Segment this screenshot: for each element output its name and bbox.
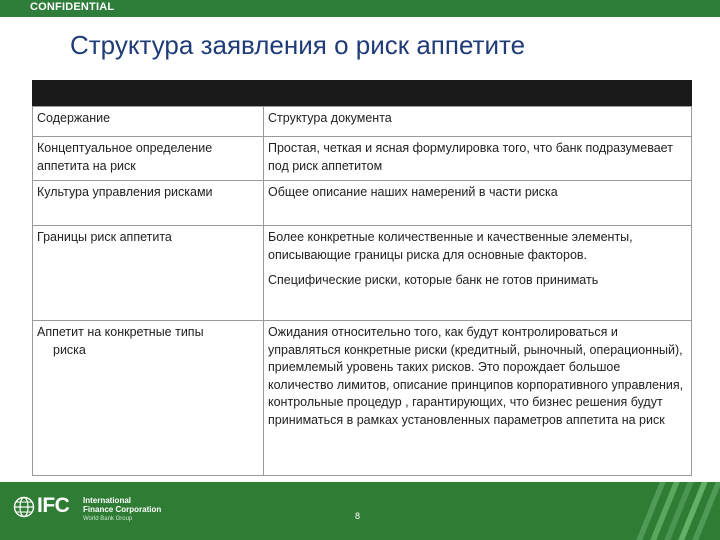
ifc-logo-text: IFC: [37, 494, 70, 517]
table-row: [33, 107, 692, 137]
org-subline: World Bank Group: [83, 516, 133, 522]
organization-name: [83, 497, 161, 524]
table-cell-right: [264, 226, 692, 321]
table-row: [33, 137, 692, 181]
globe-icon: [13, 496, 35, 518]
table-cell-left: Содержание: [33, 107, 264, 137]
cell-paragraph: Специфические риски, которые банк не готов принимать: [268, 273, 599, 287]
table-cell-left: Концептуальное определение аппетита на риск: [33, 137, 264, 181]
table-cell-right: Ожидания относительно того, как будут контролироваться и управляться конкретные риски (кредитный, рыночный, операционный), приемлемый уровень таких рисков. Это порождает большое количество лимитов, описание принципов корпоративного управления, контрольные процедур , гарантирующих, что бизнес решения будут приниматься в рамках установленных параметров аппетита на риск: [264, 321, 692, 476]
cell-line: Аппетит на конкретные типы: [37, 325, 204, 339]
table-row: [33, 321, 692, 476]
slide-title: Структура заявления о риск аппетите: [70, 30, 526, 60]
table-cell-left: Границы риск аппетита: [33, 226, 264, 321]
table-header-bar: [32, 80, 692, 106]
table-cell-left: [33, 321, 264, 476]
footer-decoration: [692, 482, 720, 540]
cell-paragraph: Более конкретные количественные и качественные элементы, описывающие границы риска для основные факторов.: [268, 230, 633, 262]
table-cell-right: Простая, четкая и ясная формулировка того, что банк подразумевает под риск аппетитом: [264, 137, 692, 181]
page-number: 8: [355, 511, 361, 521]
org-line: International: [83, 496, 132, 505]
confidential-label: CONFIDENTIAL: [30, 1, 115, 13]
table-cell-right: Структура документа: [264, 107, 692, 137]
confidential-bar: [0, 0, 720, 17]
cell-line-indented: риска: [53, 342, 86, 357]
table-row: [33, 181, 692, 226]
table-row: [33, 226, 692, 321]
table-cell-right: Общее описание наших намерений в части риска: [264, 181, 692, 226]
risk-appetite-table: [32, 80, 692, 476]
table-cell-left: Культура управления рисками: [33, 181, 264, 226]
org-line: Finance Corporation: [83, 504, 162, 514]
